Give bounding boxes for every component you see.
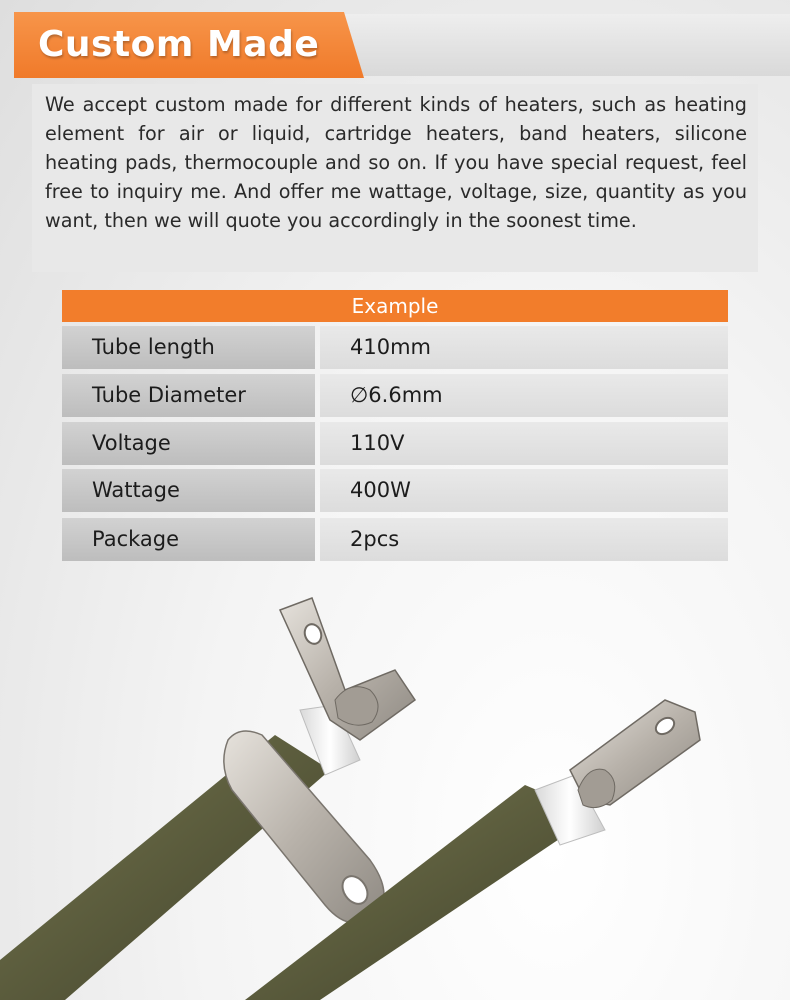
spec-value: ∅6.6mm xyxy=(320,374,728,417)
spec-table-title: Example xyxy=(62,290,728,322)
spec-label: Tube length xyxy=(62,326,315,369)
description-text: We accept custom made for different kinds of heaters, such as heating element for air or liquid, cartridge heaters, band heaters, silicone heating pads, thermocouple and so on. If you have special request, feel free to inquiry me. And offer me wattage, voltage, size, quantity as you want, then we will quote you accordingly in the soonest time. xyxy=(45,93,747,232)
spec-row-tube-length xyxy=(62,326,728,369)
spec-label: Tube Diameter xyxy=(62,374,315,417)
spec-row-wattage xyxy=(62,469,728,512)
spec-value: 110V xyxy=(320,422,728,465)
spec-row-package xyxy=(62,518,728,561)
heating-element-illustration xyxy=(0,580,790,1000)
spec-row-voltage xyxy=(62,422,728,465)
page-title: Custom Made xyxy=(38,24,320,65)
spec-label: Voltage xyxy=(62,422,315,465)
spec-label: Package xyxy=(62,518,315,561)
spec-row-tube-diameter xyxy=(62,374,728,417)
spec-value: 2pcs xyxy=(320,518,728,561)
spec-value: 410mm xyxy=(320,326,728,369)
spec-value: 400W xyxy=(320,469,728,512)
spec-label: Wattage xyxy=(62,469,315,512)
